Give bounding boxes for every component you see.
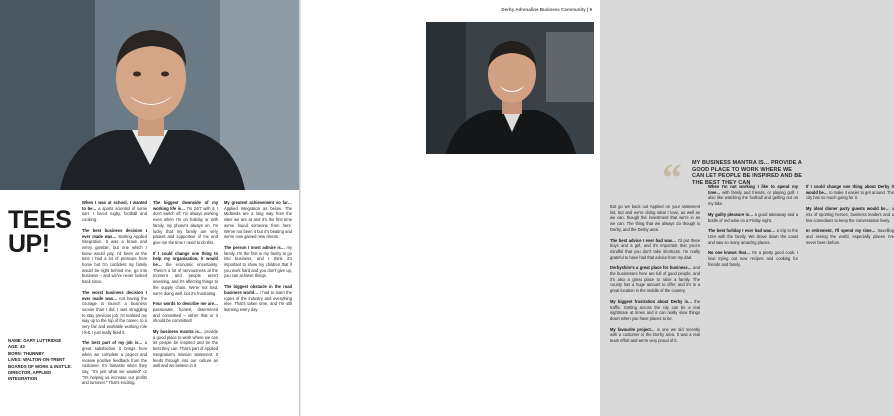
info-age: AGE: 43 xyxy=(8,344,25,350)
paragraph-text: with family and friends, or playing golf. I also like watching the football and getting out on my bike. xyxy=(708,189,798,207)
article-paragraph xyxy=(806,184,894,201)
paragraph-text: a trip to the USA with the family. We drove down the coast and saw so many amazing places. xyxy=(708,228,798,245)
portrait-photo-left xyxy=(0,0,300,190)
paragraph-text: I'm 24/7 with it. I don't switch off. I'm always working even when I'm on holiday or with family, my phone's always on. I'm lucky that my family are very patient and supportive of me and give me the time I need to do this. xyxy=(153,205,218,245)
paragraph-text: passionate, honest, determined and committed – either that or it should be committed! xyxy=(153,306,218,324)
paragraph-lead: The best holiday I ever had was… xyxy=(708,228,776,234)
body-column-left-3 xyxy=(224,200,292,318)
paragraph-lead: My ideal dinner party guests would be… xyxy=(806,206,890,212)
article-paragraph xyxy=(82,340,147,386)
article-paragraph xyxy=(153,301,218,324)
paragraph-text: I'm a pretty good cook. I love trying out new recipes and cooking for friends and family. xyxy=(708,250,798,267)
paragraph-lead: My business mantra is… xyxy=(153,329,203,335)
article-paragraph xyxy=(82,290,147,336)
article-paragraph xyxy=(224,200,292,240)
article-paragraph xyxy=(82,200,147,223)
paragraph-text: a great satisfaction it brings from when we complete a project and receive positive feedback from the customer. It's fantastic when they say, "It's just what we wanted" or "It's helping us increase our profits and turnover." That's exciting. xyxy=(82,340,147,386)
paragraph-lead: In retirement, I'll spend my time… xyxy=(806,228,876,234)
title-line-2: UP! xyxy=(8,230,50,258)
paragraph-lead: My greatest achievement so far… xyxy=(224,200,292,205)
paragraph-lead: The best business decision I ever made was… xyxy=(82,227,147,239)
running-head: Derby Adrenaline Business Community | 9 xyxy=(501,7,592,12)
quote-mark-icon: “ xyxy=(662,155,682,200)
left-page xyxy=(0,0,300,416)
info-lives: LIVES: WALTON-ON-TRENT xyxy=(8,357,65,363)
paragraph-lead: My biggest frustration about Derby is… xyxy=(610,298,693,304)
page-spine xyxy=(299,0,301,416)
paragraph-text: a sports scientist of some sort. I loved rugby, football and cooking. xyxy=(82,205,148,223)
article-paragraph xyxy=(153,200,218,246)
portrait-illustration-right xyxy=(426,22,594,154)
paragraph-text: the economic uncertainty. There's a lot of nervousness at the moment and people aren't investing, and it's affecting things to the supply chain. We're not bad, we're doing well, but it's frustrating. xyxy=(153,262,218,296)
article-paragraph xyxy=(610,327,700,344)
body-column-right-1 xyxy=(610,204,700,349)
paragraph-text: a good takeaway and a bottle of red wine on a Friday night. xyxy=(708,211,798,223)
paragraph-text: not having the courage to launch a business sooner than I did. I was struggling to stay previous job. I'd realised my way up to the top of the career, to a very fair and workable working role I felt. I just really liked it. xyxy=(82,295,147,335)
paragraph-lead: The biggest obstacle in the road business world… xyxy=(224,284,292,295)
portrait-photo-right xyxy=(426,22,594,154)
article-paragraph xyxy=(82,228,147,285)
article-paragraph xyxy=(806,206,894,223)
paragraph-text: travelling and seeing the world, especially places I've never been before. xyxy=(806,228,894,245)
pull-quote: MY BUSINESS MANTRA IS… PROVIDE A GOOD PLACE TO WORK WHERE WE CAN LET PEOPLE BE INSPIRED AND BE THE BEST THEY CAN xyxy=(692,160,803,186)
paragraph-lead: The best part of my job is… xyxy=(82,340,143,346)
paragraph-lead: Four words to describe me are… xyxy=(153,301,218,307)
info-roles: BOARDS OF WORK & INST'LE: DIRECTOR, APPLIED INTEGRATION xyxy=(8,363,72,382)
paragraph-lead: The biggest downside of my working life is… xyxy=(153,200,218,211)
right-page xyxy=(300,0,894,416)
portrait-illustration-left xyxy=(0,0,300,190)
paragraph-lead: The worst business decision I ever made was… xyxy=(82,289,147,301)
article-paragraph xyxy=(610,238,700,261)
paragraph-text: a mix of sporting heroes, business leaders and a few comedians to keep the conversation lively. xyxy=(806,206,894,223)
body-column-right-2 xyxy=(708,184,798,272)
title-line-1: TEES xyxy=(8,206,72,234)
article-paragraph xyxy=(610,204,700,233)
body-column-left-2 xyxy=(153,200,218,374)
article-title xyxy=(8,206,72,258)
paragraph-lead: The person I most admire is… xyxy=(224,244,285,250)
paragraph-text: to make it easier to get around. The city has so much going for it. xyxy=(806,189,894,201)
paragraph-lead: The best advice I ever had was… xyxy=(610,237,677,243)
paragraph-lead: Derbyshire's a great place for business… xyxy=(610,265,692,271)
paragraph-lead: No one knows that… xyxy=(708,250,751,256)
paragraph-text: Applied Integration as below. The Midlands are a long way from the sites we are at and it's the first time we've found someone from here. We've not been it but it's beating and we've now gained new clients. xyxy=(224,205,292,240)
paragraph-text: my family. I'm the first in my family to go into business, and I think it's important to show my children that if you work hard and you don't give up, you can achieve things. xyxy=(224,244,292,279)
profile-info xyxy=(8,338,78,383)
paragraph-lead: When I was at school, I wanted to be… xyxy=(82,200,147,211)
body-column-right-3 xyxy=(806,184,894,250)
paragraph-text: I had to learn the ropes of the industry and everything else. That's taken time, and I'm still learning every day. xyxy=(224,289,292,312)
article-paragraph xyxy=(610,265,700,294)
paragraph-lead: My favourite project… xyxy=(610,326,655,332)
article-paragraph xyxy=(708,228,798,245)
paragraph-lead: My guilty pleasure is… xyxy=(708,211,754,217)
paragraph-text: starting Applied Integration. It was a brave and nervy gamble, but one which I knew would pay. I'd been at the time I had a lot of pressure from home but I'm confident my family would be right behind me, go into business – and we've never looked back since. xyxy=(82,233,147,285)
body-column-left-1 xyxy=(82,200,147,391)
info-name: NAME: GARY LUTTRIDGE xyxy=(8,338,62,343)
article-paragraph xyxy=(708,184,798,207)
article-paragraph xyxy=(708,212,798,223)
paragraph-text: provide a good place to work where we can let people be inspired and be the best they can. That's part of Applied Integration's mission statement. It feeds through into our culture as well and we believe in it. xyxy=(153,329,218,369)
paragraph-text: But go we back out Applied on your statement list, but and we're doing what I love, as well as we can, though the investment that we're in as we can. The thing that we always do though is Derby, and the Derby area. xyxy=(610,204,700,232)
info-born: BORN: THURNBY xyxy=(8,350,45,356)
paragraph-lead: If I could change one thing to help my organisation, it would be… xyxy=(153,250,218,268)
paragraph-text: is one we did recently with a customer in the Derby area. It was a real team effort and we're very proud of it. xyxy=(610,326,700,344)
article-paragraph xyxy=(224,245,292,279)
article-paragraph xyxy=(153,251,218,297)
paragraph-text: the traffic. Getting across the city can be a real nightmare at times and it can really slow things down when you have places to be. xyxy=(610,298,700,321)
article-paragraph xyxy=(708,250,798,267)
paragraph-lead: When I'm not working I like to spend my time… xyxy=(708,184,798,195)
article-paragraph xyxy=(806,228,894,245)
article-paragraph xyxy=(610,299,700,322)
paragraph-text: I'd put three boys and a girl, and it's important that you're mindful that you don't take shortcuts. I'm really grateful to have had that advice from my dad. xyxy=(610,237,700,260)
article-paragraph xyxy=(224,284,292,313)
article-paragraph xyxy=(153,329,218,369)
paragraph-lead: If I could change one thing about Derby it would be… xyxy=(806,184,894,195)
paragraph-text: and the businesses here are full of good people, and it's also a great place to raise a family. The county has a huge amount to offer, and it's in a great location in the middle of the country. xyxy=(610,265,700,294)
